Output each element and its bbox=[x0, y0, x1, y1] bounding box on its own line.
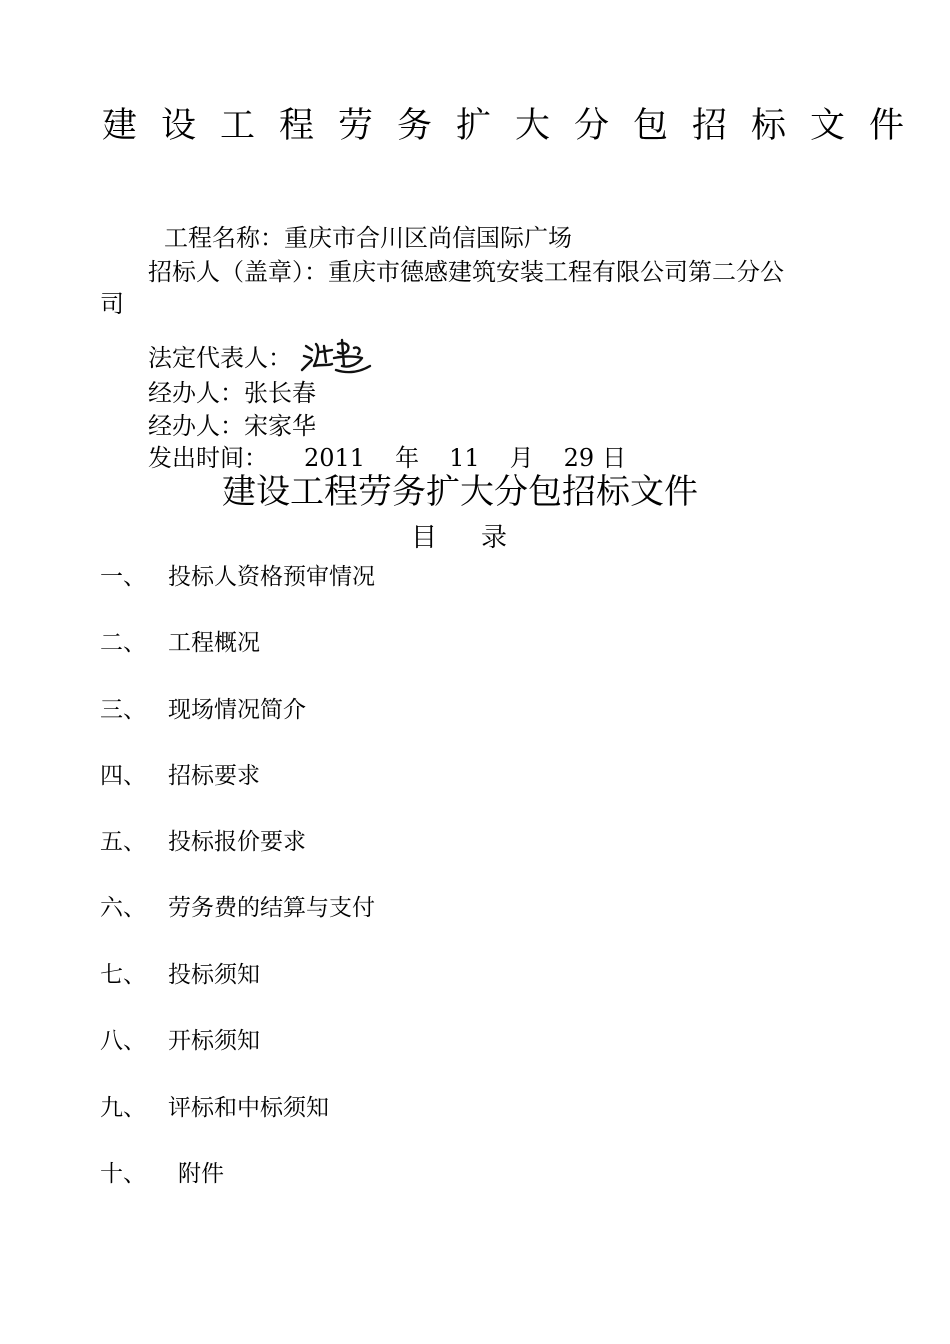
tenderer-line: 招标人（盖章）：重庆市德感建筑安装工程有限公司第二分公 bbox=[148, 258, 784, 286]
toc-item-number: 七、 bbox=[100, 962, 146, 988]
toc-item-label: 劳务费的结算与支付 bbox=[168, 895, 375, 921]
toc-item-number: 六、 bbox=[100, 895, 146, 921]
toc-item-number: 九、 bbox=[100, 1095, 146, 1121]
issue-date-label: 发出时间： bbox=[148, 444, 268, 472]
toc-item bbox=[100, 959, 260, 991]
toc-item-label: 投标人资格预审情况 bbox=[168, 564, 375, 590]
project-name: 工程名称：重庆市合川区尚信国际广场 bbox=[164, 224, 572, 252]
toc-item bbox=[100, 627, 260, 659]
legal-representative-label: 法定代表人： bbox=[148, 344, 292, 372]
toc-item-number: 三、 bbox=[100, 697, 146, 723]
issue-day-unit: 日 bbox=[602, 444, 627, 472]
toc-item bbox=[100, 1025, 260, 1057]
cover-title: 建设工程劳务扩大分包招标文件 bbox=[102, 106, 929, 146]
toc-item-label: 投标须知 bbox=[168, 962, 260, 988]
issue-year-unit: 年 bbox=[395, 444, 420, 472]
toc-item bbox=[100, 760, 260, 792]
toc-item bbox=[100, 826, 306, 858]
document-title: 建设工程劳务扩大分包招标文件 bbox=[222, 472, 698, 512]
handwritten-signature bbox=[298, 336, 378, 380]
issue-day: 29 bbox=[563, 444, 595, 472]
toc-item-number: 二、 bbox=[100, 630, 146, 656]
toc-item-label: 开标须知 bbox=[168, 1028, 260, 1054]
toc-item-label: 投标报价要求 bbox=[168, 829, 306, 855]
toc-item-number: 十、 bbox=[100, 1161, 146, 1187]
toc-item bbox=[100, 694, 306, 726]
toc-item-label: 现场情况简介 bbox=[168, 697, 306, 723]
toc-item-number: 八、 bbox=[100, 1028, 146, 1054]
toc-item bbox=[100, 1158, 224, 1190]
toc-item-label: 工程概况 bbox=[168, 630, 260, 656]
agent-2: 经办人：宋家华 bbox=[148, 412, 316, 440]
toc-item-number: 一、 bbox=[100, 564, 146, 590]
issue-month-unit: 月 bbox=[509, 444, 534, 472]
toc-item bbox=[100, 561, 375, 593]
toc-item bbox=[100, 1092, 329, 1124]
toc-item-label: 招标要求 bbox=[168, 763, 260, 789]
toc-item-label: 评标和中标须知 bbox=[168, 1095, 329, 1121]
agent-1: 经办人：张长春 bbox=[148, 379, 316, 407]
toc-item-number: 四、 bbox=[100, 763, 146, 789]
toc-heading: 目录 bbox=[411, 523, 552, 553]
tenderer-line-wrap: 司 bbox=[100, 290, 124, 318]
toc-item-number: 五、 bbox=[100, 829, 146, 855]
issue-year: 2011 bbox=[304, 444, 366, 472]
toc-item bbox=[100, 892, 375, 924]
issue-month: 11 bbox=[449, 444, 480, 472]
toc-item-label: 附件 bbox=[178, 1161, 224, 1187]
